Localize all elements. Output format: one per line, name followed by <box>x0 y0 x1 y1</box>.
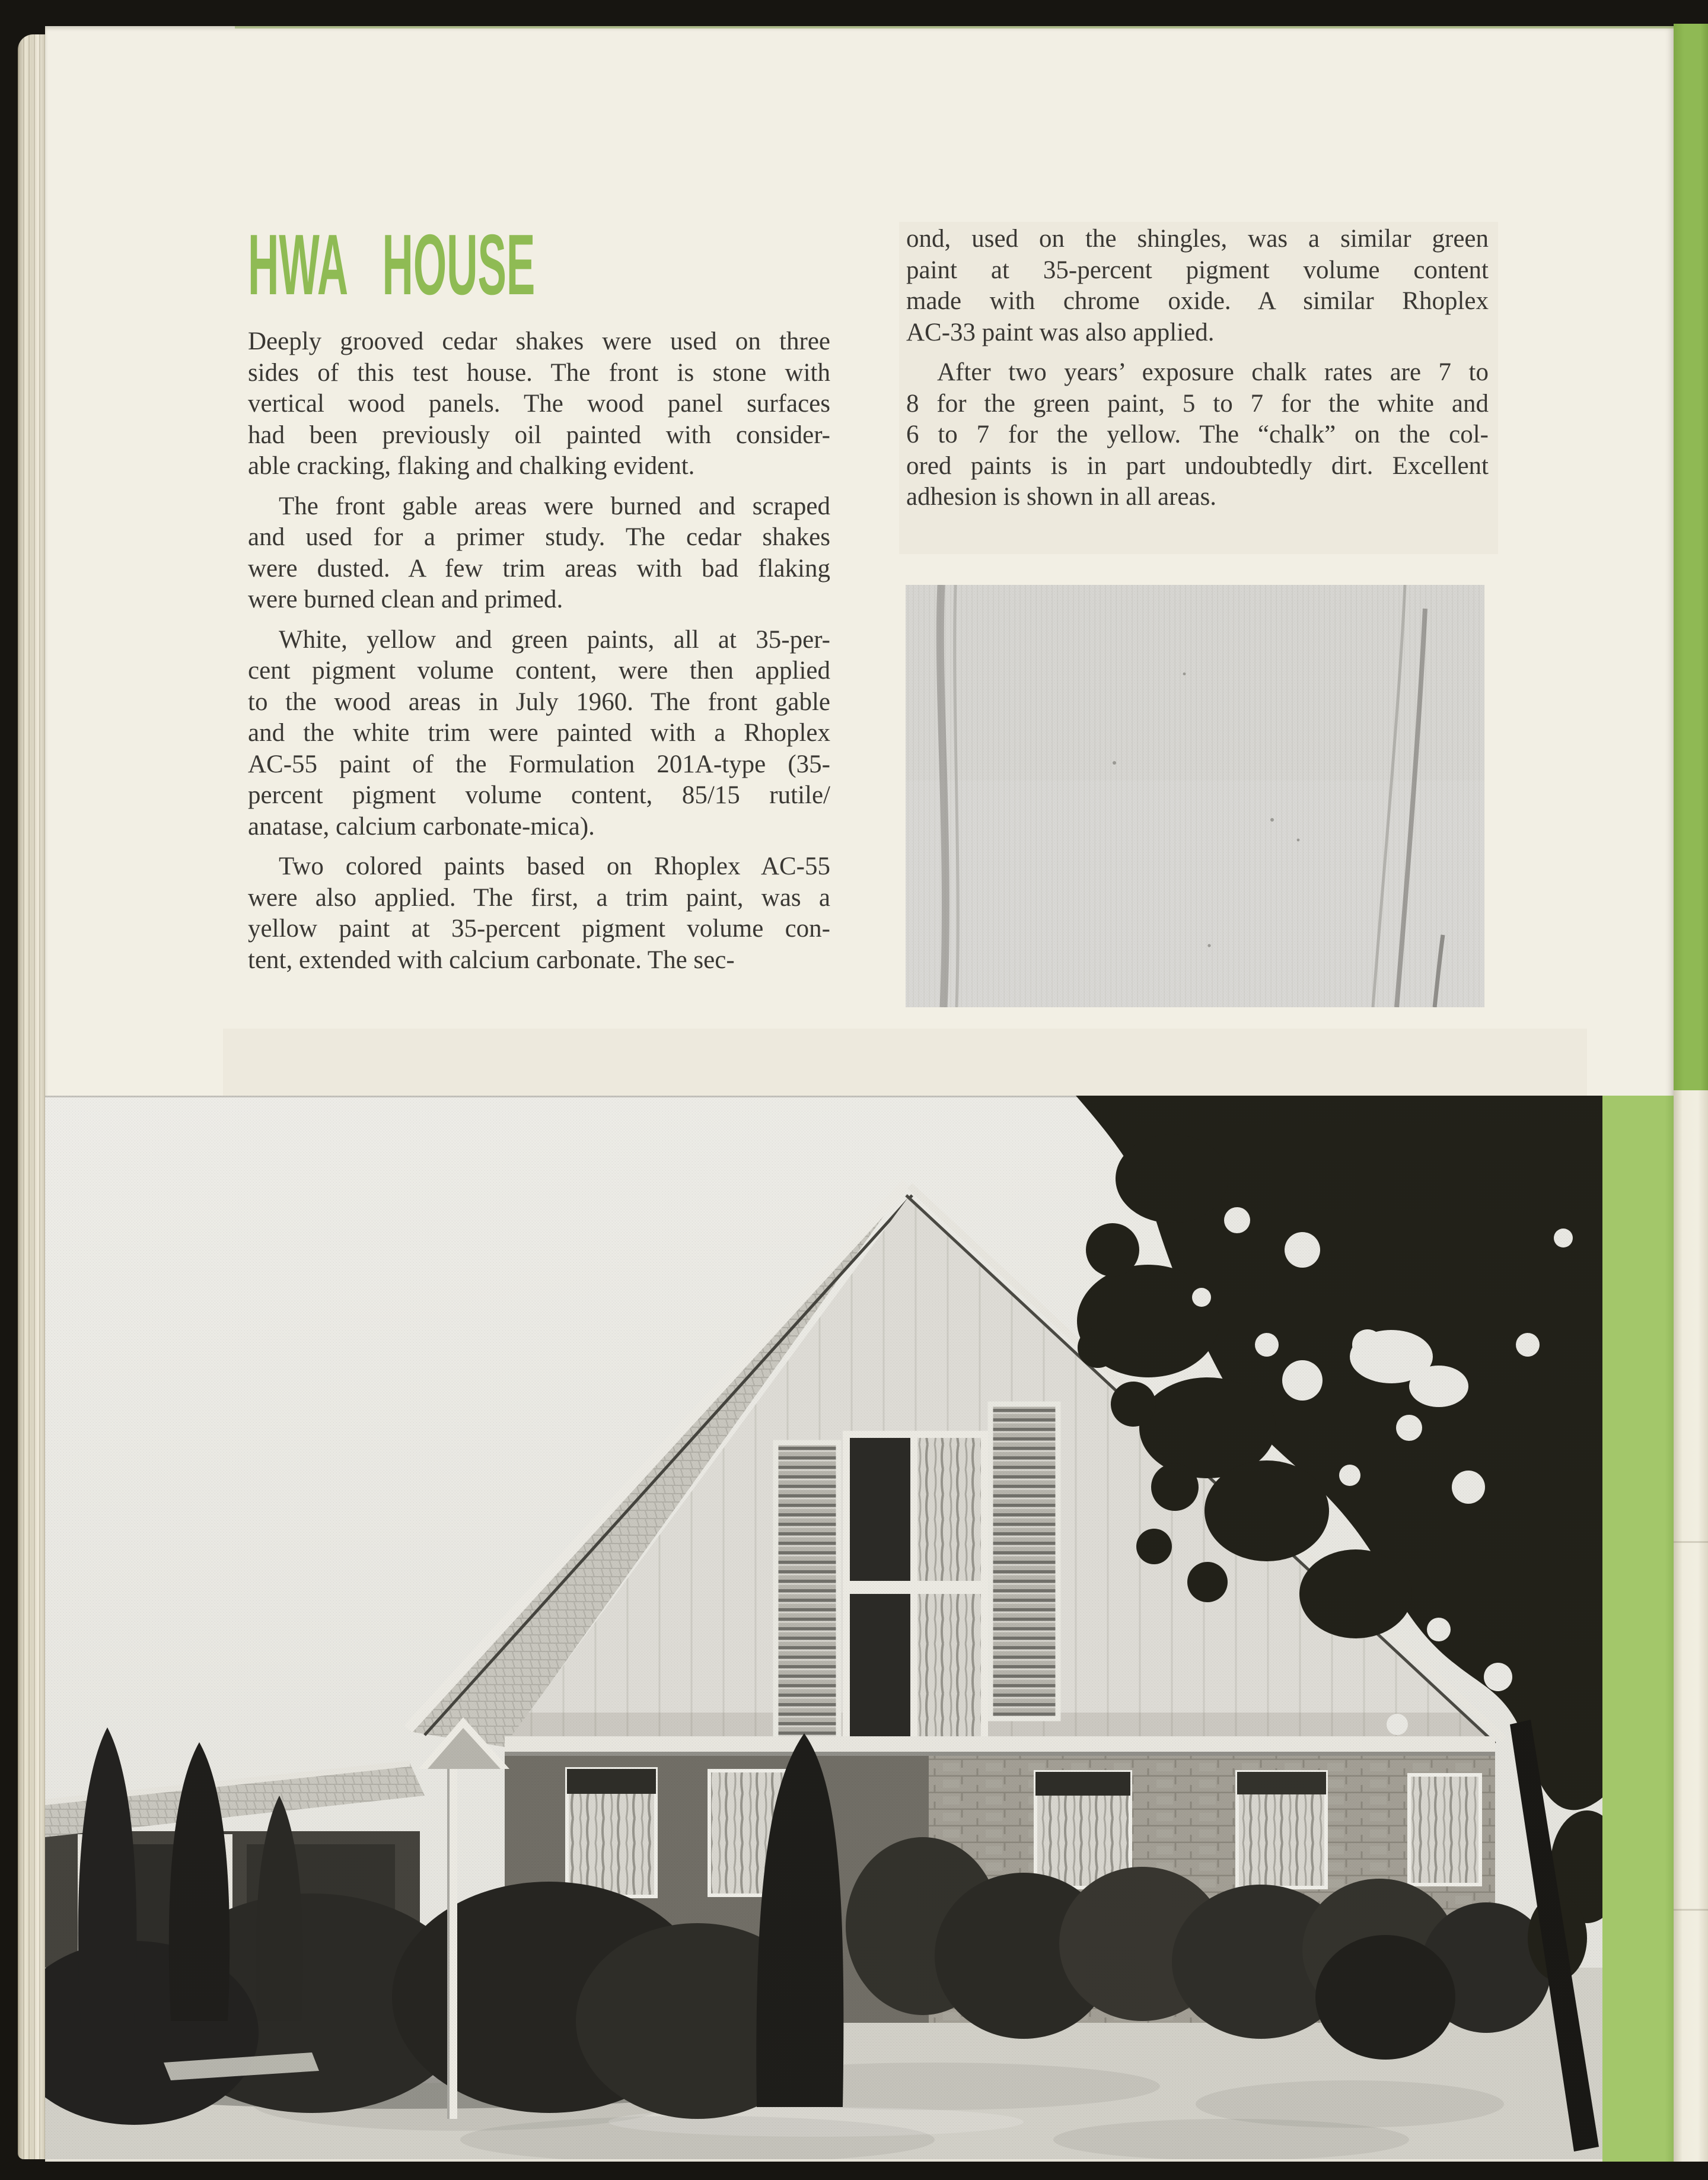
text-line: Two colored paints based on Rhoplex AC-55 <box>279 852 830 880</box>
text-line: ond, used on the shingles, was a similar green <box>906 225 1489 253</box>
page-wrinkle <box>1674 1541 1708 1543</box>
text-line: vertical wood panels. The wood panel surfaces <box>248 390 830 418</box>
green-accent-stripe <box>1602 1096 1674 2162</box>
wood-panel-detail-art <box>906 585 1484 1007</box>
text-line: percent pigment volume content, 85/15 rutile/ <box>248 781 830 809</box>
text-line: The front gable areas were burned and scraped <box>279 492 830 520</box>
house-photograph <box>45 1096 1605 2159</box>
adjacent-white-page-edge <box>1674 1090 1708 2162</box>
text-line: tent, extended with calcium carbonate. The sec- <box>248 946 735 974</box>
text-line: and the white trim were painted with a Rhoplex <box>248 719 830 747</box>
magazine-page <box>45 26 1674 2162</box>
wood-panel-detail-photo <box>906 585 1484 1007</box>
text-line: and used for a primer study. The cedar shakes <box>248 523 830 551</box>
adjacent-green-page-edge <box>1674 24 1708 1090</box>
paragraph <box>248 625 830 843</box>
page-title: HWA HOUSE <box>248 217 536 313</box>
text-line: made with chrome oxide. A similar Rhoplex <box>906 287 1489 315</box>
text-line: 8 for the green paint, 5 to 7 for the white and <box>906 389 1489 418</box>
text-line: AC-33 paint was also applied. <box>906 318 1215 346</box>
paragraph <box>906 224 1489 348</box>
page-wrinkle <box>1674 1909 1708 1911</box>
text-line: After two years’ exposure chalk rates are 7 to <box>937 358 1489 386</box>
text-line: were also applied. The first, a trim paint, was a <box>248 883 830 912</box>
text-line: had been previously oil painted with consider- <box>248 421 830 449</box>
paragraph <box>906 357 1489 513</box>
text-line: were dusted. A few trim areas with bad flaking <box>248 554 830 583</box>
halftone-grain <box>45 1096 1605 2159</box>
text-line: to the wood areas in July 1960. The front gable <box>248 688 830 716</box>
text-line: adhesion is shown in all areas. <box>906 483 1217 511</box>
paragraph <box>248 326 830 482</box>
text-line: cent pigment volume content, were then applied <box>248 657 830 685</box>
book-page-edges <box>18 34 45 2159</box>
text-line: 6 to 7 for the yellow. The “chalk” on the col- <box>906 421 1489 448</box>
paragraph <box>248 851 830 976</box>
text-line: Deeply grooved cedar shakes were used on three <box>248 327 830 355</box>
text-line: able cracking, flaking and chalking evident. <box>248 452 695 480</box>
right-text-column <box>906 224 1489 513</box>
text-line: paint at 35-percent pigment volume content <box>906 256 1489 284</box>
text-line: ored paints is in part undoubtedly dirt. Excellent <box>906 451 1489 480</box>
text-line: were burned clean and primed. <box>248 585 563 613</box>
left-text-column <box>248 326 830 976</box>
text-line: yellow paint at 35-percent pigment volume con- <box>248 915 830 943</box>
text-line: anatase, calcium carbonate-mica). <box>248 812 595 841</box>
paragraph <box>248 491 830 616</box>
text-line: sides of this test house. The front is stone with <box>248 358 830 387</box>
house-photo-art <box>45 1096 1605 2159</box>
text-line: White, yellow and green paints, all at 35-per- <box>279 625 830 654</box>
text-line: AC-55 paint of the Formulation 201A-type (35- <box>248 750 830 778</box>
